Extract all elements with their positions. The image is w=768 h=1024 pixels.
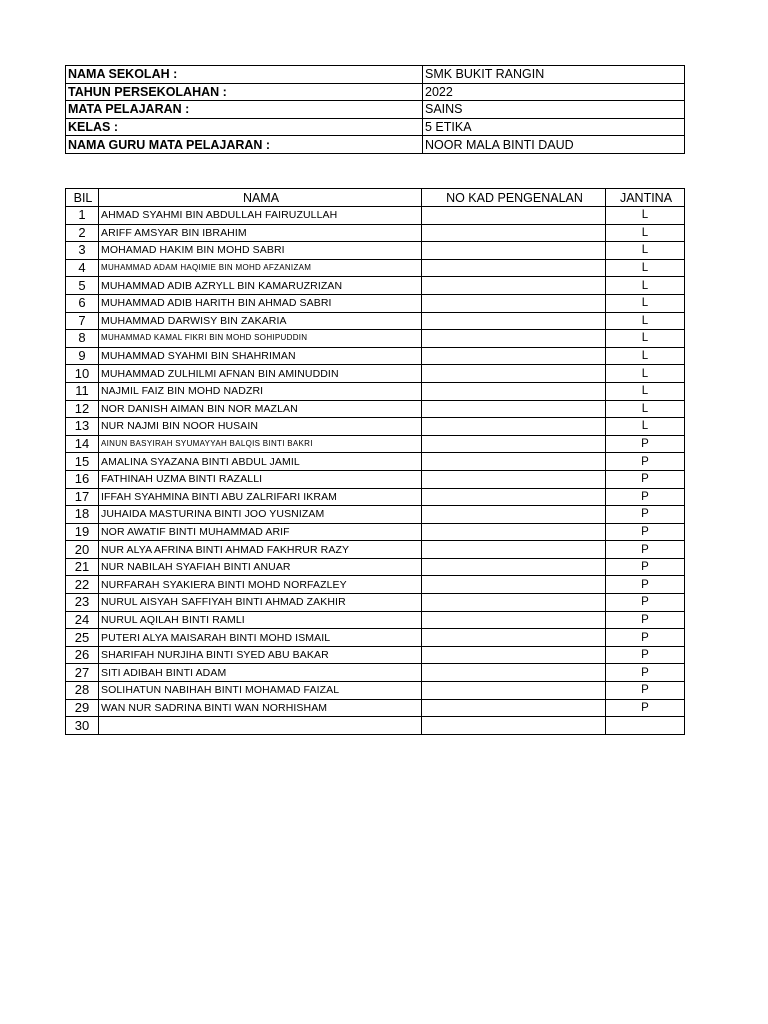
ic-number-cell (422, 488, 606, 506)
gender-cell: P (606, 488, 685, 506)
bil-cell: 12 (66, 400, 99, 418)
header-bil: BIL (66, 189, 99, 207)
bil-cell: 28 (66, 682, 99, 700)
table-row (66, 207, 685, 225)
bil-cell: 17 (66, 488, 99, 506)
table-row (66, 312, 685, 330)
gender-cell: P (606, 594, 685, 612)
gender-cell: L (606, 312, 685, 330)
table-row (66, 541, 685, 559)
ic-number-cell (422, 558, 606, 576)
name-cell: SHARIFAH NURJIHA BINTI SYED ABU BAKAR (99, 646, 422, 664)
bil-cell: 23 (66, 594, 99, 612)
ic-number-cell (422, 418, 606, 436)
ic-number-cell (422, 330, 606, 348)
ic-number-cell (422, 699, 606, 717)
name-cell: NURFARAH SYAKIERA BINTI MOHD NORFAZLEY (99, 576, 422, 594)
header-jantina: JANTINA (606, 189, 685, 207)
gender-cell: P (606, 506, 685, 524)
gender-cell: P (606, 558, 685, 576)
gender-cell: P (606, 629, 685, 647)
table-row (66, 594, 685, 612)
name-cell: MUHAMMAD DARWISY BIN ZAKARIA (99, 312, 422, 330)
table-row (66, 717, 685, 735)
header-ic: NO KAD PENGENALAN (422, 189, 606, 207)
info-value: 5 ETIKA (423, 118, 685, 136)
name-cell: NURUL AISYAH SAFFIYAH BINTI AHMAD ZAKHIR (99, 594, 422, 612)
gender-cell: L (606, 418, 685, 436)
name-cell: AINUN BASYIRAH SYUMAYYAH BALQIS BINTI BAKRI (99, 435, 422, 453)
table-row (66, 699, 685, 717)
bil-cell: 16 (66, 470, 99, 488)
table-row (66, 470, 685, 488)
name-cell: MUHAMMAD ADIB AZRYLL BIN KAMARUZRIZAN (99, 277, 422, 295)
name-cell: NUR NAJMI BIN NOOR HUSAIN (99, 418, 422, 436)
name-cell: SOLIHATUN NABIHAH BINTI MOHAMAD FAIZAL (99, 682, 422, 700)
table-row (66, 365, 685, 383)
bil-cell: 9 (66, 347, 99, 365)
table-row (66, 523, 685, 541)
table-row (66, 646, 685, 664)
gender-cell: L (606, 382, 685, 400)
info-row (66, 83, 685, 101)
bil-cell: 1 (66, 207, 99, 225)
gender-cell (606, 717, 685, 735)
school-info-body (66, 66, 685, 154)
ic-number-cell (422, 347, 606, 365)
table-row (66, 435, 685, 453)
table-row (66, 576, 685, 594)
bil-cell: 14 (66, 435, 99, 453)
gender-cell: P (606, 523, 685, 541)
ic-number-cell (422, 453, 606, 471)
bil-cell: 19 (66, 523, 99, 541)
gender-cell: L (606, 365, 685, 383)
ic-number-cell (422, 242, 606, 260)
bil-cell: 25 (66, 629, 99, 647)
table-row (66, 453, 685, 471)
bil-cell: 18 (66, 506, 99, 524)
name-cell (99, 717, 422, 735)
gender-cell: P (606, 646, 685, 664)
ic-number-cell (422, 541, 606, 559)
ic-number-cell (422, 576, 606, 594)
bil-cell: 5 (66, 277, 99, 295)
info-label: KELAS : (66, 118, 423, 136)
table-row (66, 418, 685, 436)
gender-cell: P (606, 664, 685, 682)
info-row (66, 66, 685, 84)
name-cell: MOHAMAD HAKIM BIN MOHD SABRI (99, 242, 422, 260)
ic-number-cell (422, 294, 606, 312)
name-cell: NOR AWATIF BINTI MUHAMMAD ARIF (99, 523, 422, 541)
info-value: SMK BUKIT RANGIN (423, 66, 685, 84)
table-row (66, 242, 685, 260)
table-row (66, 400, 685, 418)
header-nama: NAMA (99, 189, 422, 207)
name-cell: SITI ADIBAH BINTI ADAM (99, 664, 422, 682)
gender-cell: L (606, 242, 685, 260)
roster-body (66, 207, 685, 735)
ic-number-cell (422, 646, 606, 664)
info-value: 2022 (423, 83, 685, 101)
name-cell: MUHAMMAD SYAHMI BIN SHAHRIMAN (99, 347, 422, 365)
info-label: MATA PELAJARAN : (66, 101, 423, 119)
table-row (66, 629, 685, 647)
name-cell: MUHAMMAD KAMAL FIKRI BIN MOHD SOHIPUDDIN (99, 330, 422, 348)
gender-cell: P (606, 470, 685, 488)
table-row (66, 294, 685, 312)
table-row (66, 330, 685, 348)
table-row (66, 611, 685, 629)
bil-cell: 26 (66, 646, 99, 664)
ic-number-cell (422, 400, 606, 418)
bil-cell: 3 (66, 242, 99, 260)
gender-cell: P (606, 611, 685, 629)
gender-cell: L (606, 294, 685, 312)
name-cell: NUR NABILAH SYAFIAH BINTI ANUAR (99, 558, 422, 576)
bil-cell: 10 (66, 365, 99, 383)
gender-cell: L (606, 400, 685, 418)
table-row (66, 382, 685, 400)
gender-cell: P (606, 541, 685, 559)
bil-cell: 7 (66, 312, 99, 330)
ic-number-cell (422, 207, 606, 225)
gender-cell: L (606, 207, 685, 225)
bil-cell: 6 (66, 294, 99, 312)
name-cell: WAN NUR SADRINA BINTI WAN NORHISHAM (99, 699, 422, 717)
ic-number-cell (422, 611, 606, 629)
ic-number-cell (422, 717, 606, 735)
info-row (66, 118, 685, 136)
table-row (66, 347, 685, 365)
info-value: SAINS (423, 101, 685, 119)
bil-cell: 20 (66, 541, 99, 559)
info-label: NAMA GURU MATA PELAJARAN : (66, 136, 423, 154)
ic-number-cell (422, 506, 606, 524)
table-row (66, 259, 685, 277)
name-cell: NURUL AQILAH BINTI RAMLI (99, 611, 422, 629)
ic-number-cell (422, 259, 606, 277)
name-cell: MUHAMMAD ZULHILMI AFNAN BIN AMINUDDIN (99, 365, 422, 383)
ic-number-cell (422, 277, 606, 295)
gender-cell: L (606, 330, 685, 348)
gender-cell: P (606, 453, 685, 471)
name-cell: NUR ALYA AFRINA BINTI AHMAD FAKHRUR RAZY (99, 541, 422, 559)
info-label: NAMA SEKOLAH : (66, 66, 423, 84)
name-cell: PUTERI ALYA MAISARAH BINTI MOHD ISMAIL (99, 629, 422, 647)
ic-number-cell (422, 664, 606, 682)
info-value: NOOR MALA BINTI DAUD (423, 136, 685, 154)
bil-cell: 27 (66, 664, 99, 682)
gender-cell: L (606, 224, 685, 242)
ic-number-cell (422, 523, 606, 541)
name-cell: NOR DANISH AIMAN BIN NOR MAZLAN (99, 400, 422, 418)
name-cell: IFFAH SYAHMINA BINTI ABU ZALRIFARI IKRAM (99, 488, 422, 506)
ic-number-cell (422, 365, 606, 383)
gender-cell: L (606, 347, 685, 365)
ic-number-cell (422, 594, 606, 612)
table-row (66, 558, 685, 576)
name-cell: FATHINAH UZMA BINTI RAZALLI (99, 470, 422, 488)
info-label: TAHUN PERSEKOLAHAN : (66, 83, 423, 101)
gender-cell: L (606, 259, 685, 277)
gender-cell: P (606, 699, 685, 717)
ic-number-cell (422, 682, 606, 700)
name-cell: NAJMIL FAIZ BIN MOHD NADZRI (99, 382, 422, 400)
gender-cell: P (606, 576, 685, 594)
name-cell: AMALINA SYAZANA BINTI ABDUL JAMIL (99, 453, 422, 471)
name-cell: MUHAMMAD ADAM HAQIMIE BIN MOHD AFZANIZAM (99, 259, 422, 277)
table-row (66, 488, 685, 506)
ic-number-cell (422, 382, 606, 400)
gender-cell: L (606, 277, 685, 295)
info-row (66, 101, 685, 119)
bil-cell: 2 (66, 224, 99, 242)
bil-cell: 29 (66, 699, 99, 717)
ic-number-cell (422, 470, 606, 488)
bil-cell: 30 (66, 717, 99, 735)
school-info-table (65, 65, 685, 154)
table-row (66, 682, 685, 700)
student-roster-table (65, 188, 685, 735)
ic-number-cell (422, 312, 606, 330)
table-row (66, 277, 685, 295)
bil-cell: 22 (66, 576, 99, 594)
roster-header-row (66, 189, 685, 207)
bil-cell: 13 (66, 418, 99, 436)
name-cell: AHMAD SYAHMI BIN ABDULLAH FAIRUZULLAH (99, 207, 422, 225)
ic-number-cell (422, 629, 606, 647)
name-cell: MUHAMMAD ADIB HARITH BIN AHMAD SABRI (99, 294, 422, 312)
bil-cell: 8 (66, 330, 99, 348)
gender-cell: P (606, 682, 685, 700)
bil-cell: 21 (66, 558, 99, 576)
bil-cell: 24 (66, 611, 99, 629)
ic-number-cell (422, 224, 606, 242)
bil-cell: 15 (66, 453, 99, 471)
name-cell: ARIFF AMSYAR BIN IBRAHIM (99, 224, 422, 242)
ic-number-cell (422, 435, 606, 453)
bil-cell: 4 (66, 259, 99, 277)
bil-cell: 11 (66, 382, 99, 400)
info-row (66, 136, 685, 154)
table-row (66, 224, 685, 242)
table-row (66, 664, 685, 682)
gender-cell: P (606, 435, 685, 453)
name-cell: JUHAIDA MASTURINA BINTI JOO YUSNIZAM (99, 506, 422, 524)
table-row (66, 506, 685, 524)
